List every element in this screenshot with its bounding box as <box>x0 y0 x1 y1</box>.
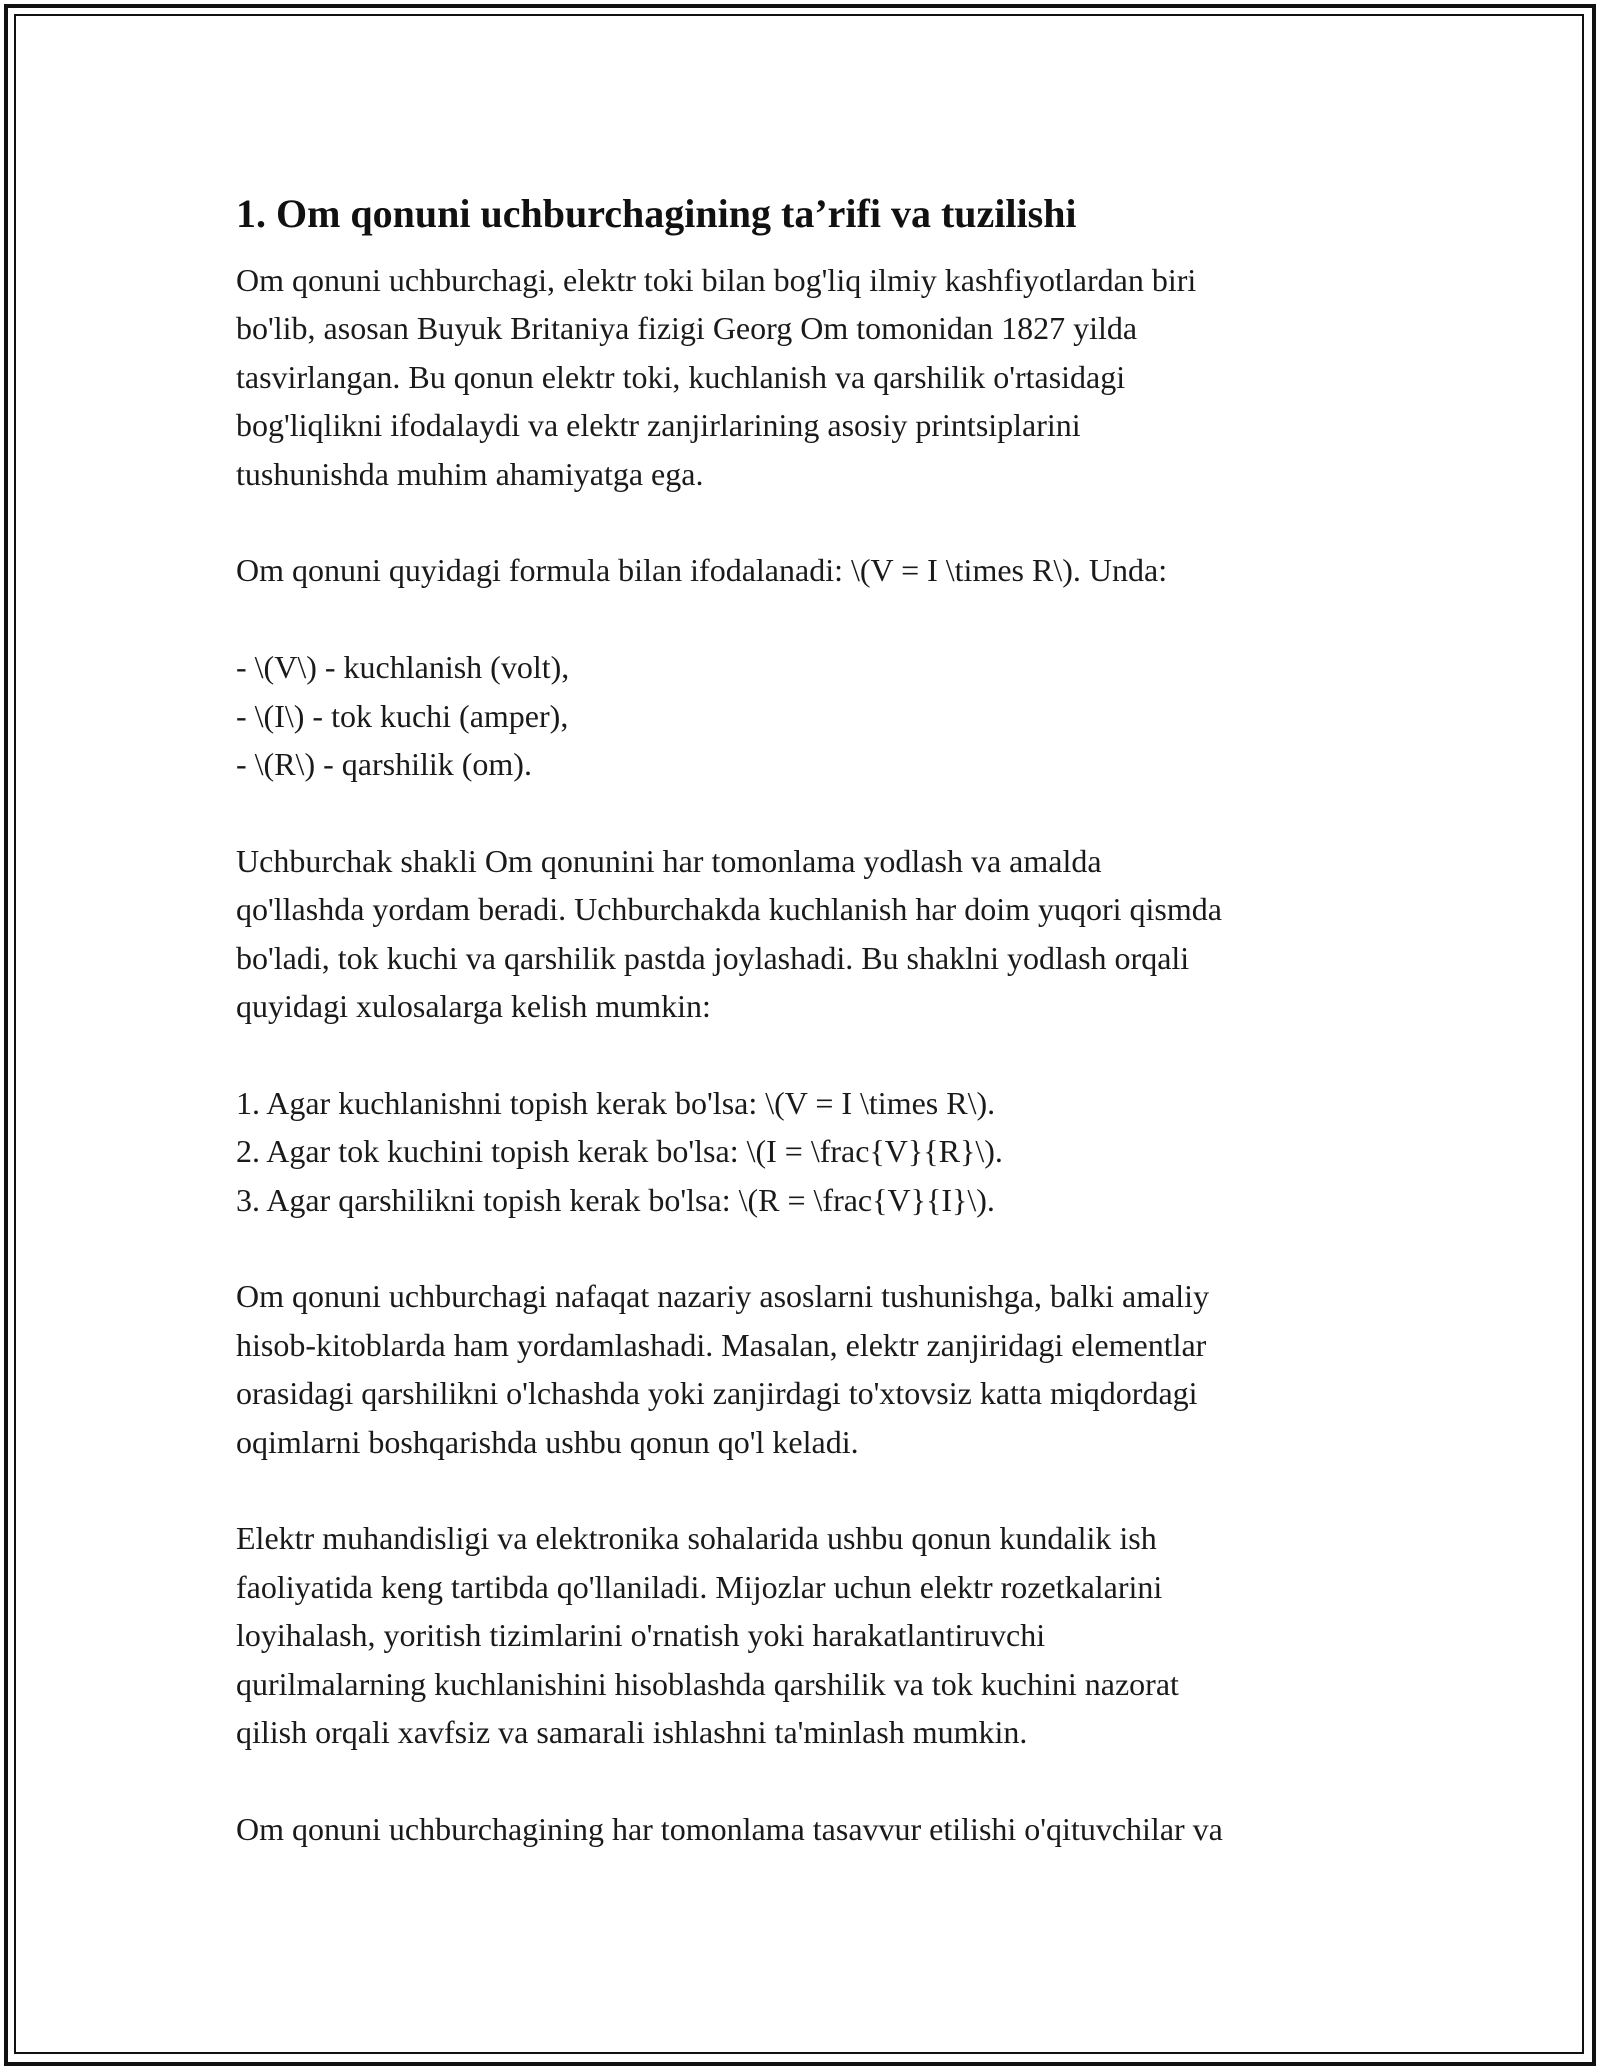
variables-list <box>236 643 1386 788</box>
engineering-paragraph: Elektr muhandisligi va elektronika sohalarida ushbu qonun kundalik ish faoliyatida keng tartibda qo'llaniladi. Mijozlar uchun elektr rozetkalarini loyihalash, yoritish tizimlarini o'rnatish yoki harakatlantiruvchi qurilmalarning kuchlanishini hisoblashda qarshilik va tok kuchini nazorat qilish orqali xavfsiz va samarali ishlashni ta'minlash mumkin. <box>236 1520 1179 1751</box>
paragraph-gap <box>236 595 1386 643</box>
list-item: 3. Agar qarshilikni topish kerak bo'lsa: \(R = \frac{V}{I}\). <box>236 1181 995 1218</box>
closing-paragraph: Om qonuni uchburchagining har tomonlama tasavvur etilishi o'qituvchilar va <box>236 1810 1223 1847</box>
section-heading: 1. Om qonuni uchburchagining ta’rifi va tuzilishi <box>236 191 1077 236</box>
paragraph-gap <box>236 498 1386 546</box>
list-item: 1. Agar kuchlanishni topish kerak bo'lsa: \(V = I \times R\). <box>236 1084 996 1121</box>
paragraph-gap <box>236 1757 1386 1805</box>
intro-paragraph: Om qonuni uchburchagi, elektr toki bilan bog'liq ilmiy kashfiyotlardan biri bo'lib, asosan Buyuk Britaniya fizigi Georg Om tomonidan 1827 yilda tasvirlangan. Bu qonun elektr toki, kuchlanish va qarshilik o'rtasidagi bog'liqlikni ifodalaydi va elektr zanjirlarining asosiy printsiplarini tushunishda muhim ahamiyatga ega. <box>236 262 1197 492</box>
steps-list <box>236 1079 1386 1224</box>
list-item: 2. Agar tok kuchini topish kerak bo'lsa: \(I = \frac{V}{R}\). <box>236 1133 1003 1170</box>
paragraph-gap <box>236 1466 1386 1514</box>
document-body <box>236 186 1386 1853</box>
paragraph-gap <box>236 1030 1386 1078</box>
list-item: - \(V\) - kuchlanish (volt), <box>236 649 570 686</box>
formula-paragraph: Om qonuni quyidagi formula bilan ifodalanadi: \(V = I \times R\). Unda: <box>236 552 1168 589</box>
paragraph-gap <box>236 788 1386 836</box>
list-item: - \(I\) - tok kuchi (amper), <box>236 697 569 734</box>
practical-paragraph: Om qonuni uchburchagi nafaqat nazariy asoslarni tushunishga, balki amaliy hisob-kitoblarda ham yordamlashadi. Masalan, elektr zanjiridagi elementlar orasidagi qarshilikni o'lchashda yoki zanjirdagi to'xtovsiz katta miqdordagi oqimlarni boshqarishda ushbu qonun qo'l keladi. <box>236 1278 1210 1460</box>
list-item: - \(R\) - qarshilik (om). <box>236 746 532 783</box>
triangle-paragraph: Uchburchak shakli Om qonunini har tomonlama yodlash va amalda qo'llashda yordam beradi. Uchburchakda kuchlanish har doim yuqori qismda bo'ladi, tok kuchi va qarshilik pastda joylashadi. Bu shaklni yodlash orqali quyidagi xulosalarga kelish mumkin: <box>236 842 1222 1025</box>
paragraph-gap <box>236 1224 1386 1272</box>
